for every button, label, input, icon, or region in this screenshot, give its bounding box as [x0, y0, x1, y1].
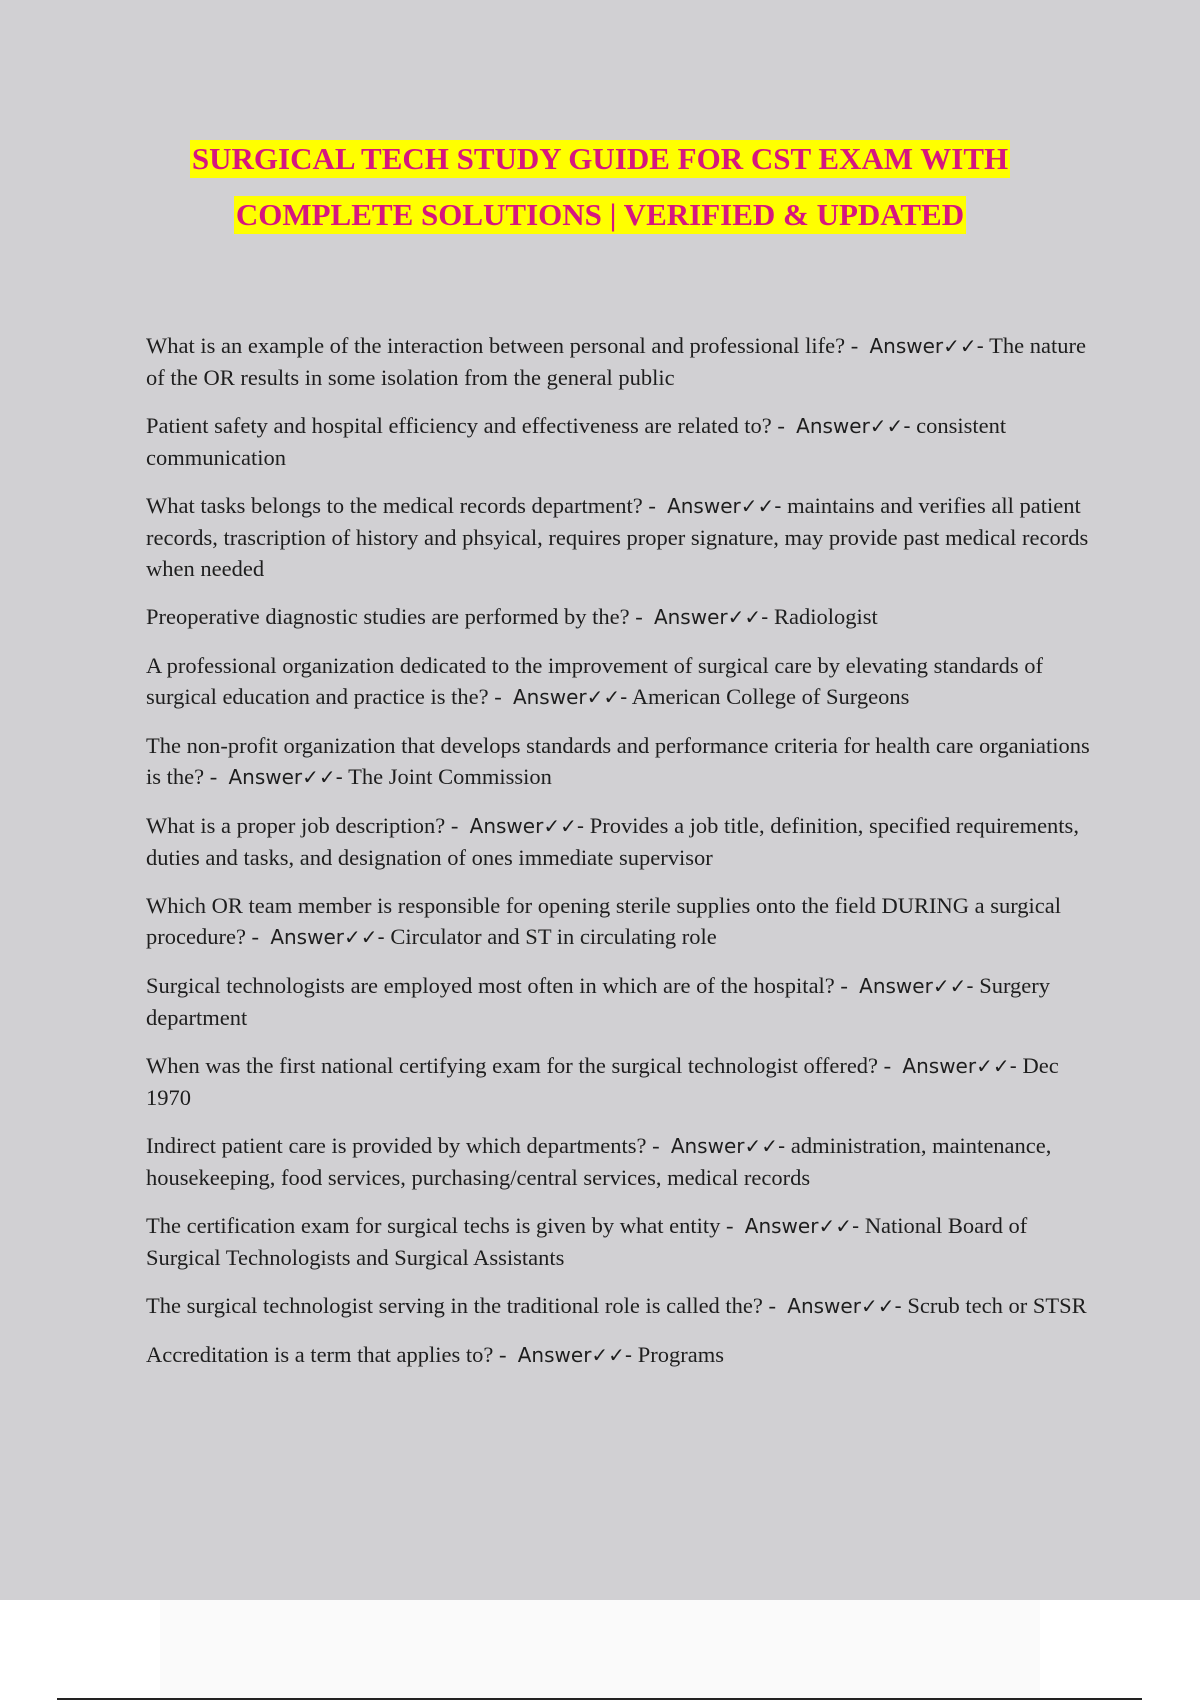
qa-item-14: [146, 1339, 1091, 1371]
answer-text: American College of Surgeons: [631, 684, 910, 709]
answer-marker: Answer✓✓-: [517, 1343, 633, 1367]
title-line-1: SURGICAL TECH STUDY GUIDE FOR CST EXAM WITH: [191, 141, 1009, 176]
question-text: Surgical technologists are employed most often in which are of the hospital? -: [146, 973, 848, 998]
question-text: What is an example of the interaction between personal and professional life? -: [146, 333, 859, 358]
qa-item-4: [146, 601, 1091, 633]
answer-text: Surgery department: [146, 973, 1051, 1030]
answer-marker: Answer✓✓-: [869, 334, 984, 358]
question-text: The certification exam for surgical techs is given by what entity -: [146, 1213, 734, 1238]
answer-marker: Answer✓✓-: [859, 974, 974, 998]
question-text: Accreditation is a term that applies to? -: [146, 1342, 507, 1367]
answer-text: administration, maintenance, housekeeping, food services, purchasing/central services, medical records: [146, 1133, 1052, 1190]
answer-text: Provides a job title, definition, specified requirements, duties and tasks, and designation of ones immediate supervisor: [146, 813, 1079, 870]
question-text: Which OR team member is responsible for opening sterile supplies onto the field DURING a surgical procedure? -: [146, 893, 1062, 949]
answer-marker: Answer✓✓-: [228, 765, 343, 789]
answer-text: The nature of the OR results in some isolation from the general public: [146, 333, 1086, 390]
answer-text: maintains and verifies all patient records, trascription of history and phsyical, requires proper signature, may provide past medical records when needed: [146, 493, 1089, 581]
qa-item-9: [146, 970, 1091, 1033]
question-text: What tasks belongs to the medical records department? -: [146, 493, 656, 518]
answer-marker: Answer✓✓-: [512, 685, 628, 709]
page-title: [0, 140, 1200, 252]
answer-marker: Answer✓✓-: [787, 1294, 902, 1318]
page-footer: [0, 1600, 1200, 1700]
question-text: When was the first national certifying exam for the surgical technologist offered? -: [146, 1053, 892, 1078]
qa-item-11: [146, 1130, 1091, 1193]
qa-item-3: [146, 490, 1091, 584]
question-text: Preoperative diagnostic studies are performed by the? -: [146, 604, 643, 629]
answer-marker: Answer✓✓-: [744, 1214, 860, 1238]
qa-item-8: [146, 890, 1091, 953]
answer-marker: Answer✓✓-: [270, 925, 385, 949]
answer-marker: Answer✓✓-: [469, 814, 585, 838]
answer-marker: Answer✓✓-: [653, 605, 769, 629]
answer-text: consistent communication: [146, 413, 1007, 470]
question-text: Indirect patient care is provided by which departments? -: [146, 1133, 660, 1158]
qa-item-6: [146, 730, 1091, 793]
question-text: Patient safety and hospital efficiency and effectiveness are related to? -: [146, 413, 785, 438]
question-text: The non-profit organization that develops standards and performance criteria for health care organiations is the? -: [146, 733, 1090, 789]
qa-item-2: [146, 410, 1091, 473]
question-text: What is a proper job description? -: [146, 813, 459, 838]
qa-item-7: [146, 810, 1091, 873]
qa-item-1: [146, 330, 1091, 393]
question-text: The surgical technologist serving in the traditional role is called the? -: [146, 1293, 777, 1318]
title-line-2: COMPLETE SOLUTIONS | VERIFIED & UPDATED: [235, 197, 965, 232]
qa-item-13: [146, 1290, 1091, 1322]
answer-text: Dec 1970: [146, 1053, 1059, 1110]
footer-shade: [160, 1600, 1040, 1698]
answer-text: Programs: [637, 1342, 725, 1367]
answer-marker: Answer✓✓-: [902, 1054, 1017, 1078]
question-text: A professional organization dedicated to the improvement of surgical care by elevating standards of surgical education and practice is the? -: [146, 653, 1044, 709]
qa-item-10: [146, 1050, 1091, 1113]
answer-marker: Answer✓✓-: [670, 1134, 786, 1158]
answer-marker: Answer✓✓-: [667, 494, 782, 518]
answer-text: The Joint Commission: [348, 764, 552, 789]
answer-text: Radiologist: [773, 604, 878, 629]
answer-marker: Answer✓✓-: [796, 414, 911, 438]
qa-item-12: [146, 1210, 1091, 1273]
answer-text: National Board of Surgical Technologists and Surgical Assistants: [146, 1213, 1028, 1270]
qa-item-5: [146, 650, 1091, 713]
answer-text: Scrub tech or STSR: [907, 1293, 1087, 1318]
qa-list: [146, 330, 1091, 1388]
answer-text: Circulator and ST in circulating role: [390, 924, 717, 949]
